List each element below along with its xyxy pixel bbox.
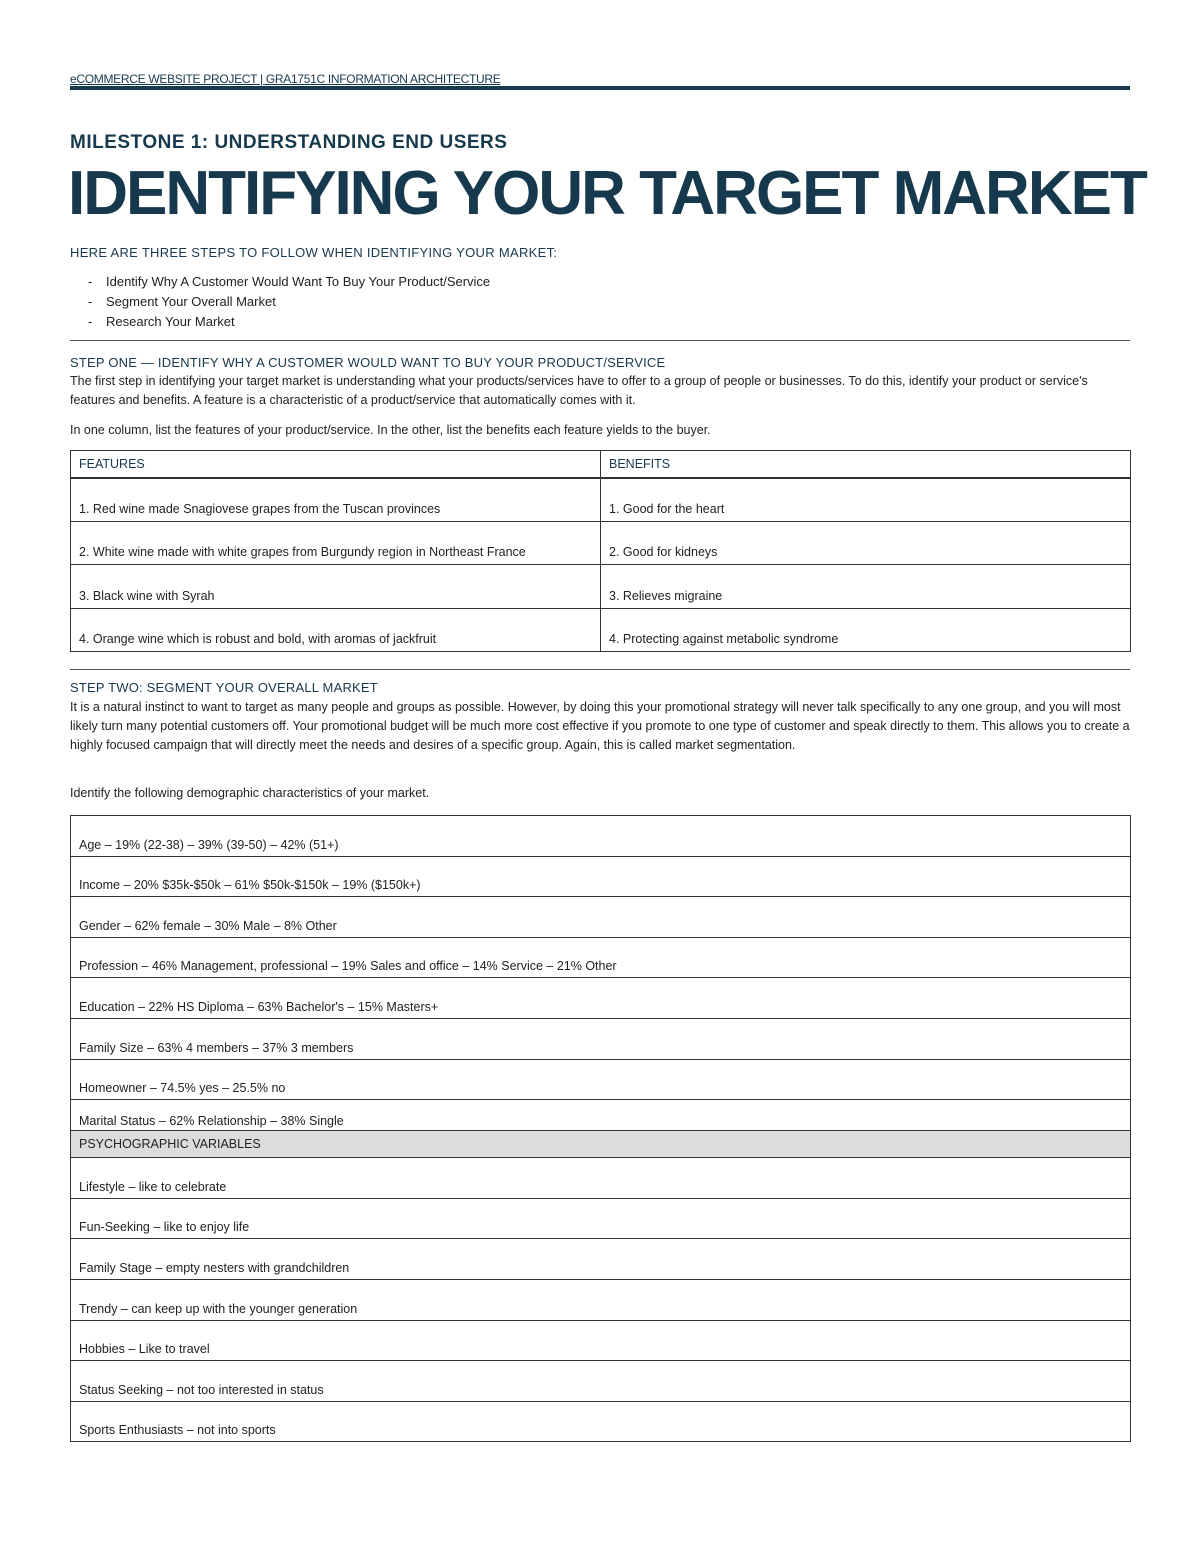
milestone-heading: MILESTONE 1: UNDERSTANDING END USERS	[70, 132, 508, 153]
demographics-table	[70, 815, 1131, 1442]
demographic-cell: Income – 20% $35k-$50k – 61% $50k-$150k – 19% ($150k+)	[71, 856, 1131, 897]
benefit-cell: 1. Good for the heart	[601, 478, 1131, 522]
feature-cell: 2. White wine made with white grapes from Burgundy region in Northeast France	[71, 521, 601, 565]
step-two-paragraph: It is a natural instinct to want to target as many people and groups as possible. However, by doing this your promotional strategy will never talk specifically to any one group, and you will most likely turn many potential customers off. Your promotional budget will be much more cost effective if you promote to one type of customer and speak directly to them. This allows you to create a highly focused campaign that will directly meet the needs and desires of a specific group. Again, this is called market segmentation.	[70, 700, 1130, 752]
table-row	[71, 897, 1131, 938]
steps-list	[88, 272, 490, 332]
benefit-cell: 4. Protecting against metabolic syndrome	[601, 608, 1131, 652]
demographic-cell: Education – 22% HS Diploma – 63% Bachelor's – 15% Masters+	[71, 978, 1131, 1019]
benefit-cell: 2. Good for kidneys	[601, 521, 1131, 565]
table-row	[71, 1198, 1131, 1239]
psychographic-cell: Status Seeking – not too interested in status	[71, 1361, 1131, 1402]
demographic-cell: Age – 19% (22-38) – 39% (39-50) – 42% (51+)	[71, 816, 1131, 857]
step-one-paragraph: The first step in identifying your target market is understanding what your products/services have to offer to a group of people or businesses. To do this, identify your product or service's features and benefits. A feature is a characteristic of a product/service that automatically comes with it.	[70, 374, 1088, 407]
table-row	[71, 1320, 1131, 1361]
table-row	[71, 937, 1131, 978]
table-row	[71, 856, 1131, 897]
table-row	[71, 1239, 1131, 1280]
table-header-row	[71, 451, 1131, 478]
feature-cell: 1. Red wine made Snagiovese grapes from the Tuscan provinces	[71, 478, 601, 522]
step-one-heading: STEP ONE — IDENTIFY WHY A CUSTOMER WOULD WANT TO BUY YOUR PRODUCT/SERVICE	[70, 355, 666, 370]
step-two-instruction: Identify the following demographic characteristics of your market.	[70, 786, 430, 800]
page-title: IDENTIFYING YOUR TARGET MARKET	[68, 159, 1146, 228]
table-row	[71, 978, 1131, 1019]
demographic-cell: Gender – 62% female – 30% Male – 8% Other	[71, 897, 1131, 938]
psychographic-cell: Hobbies – Like to travel	[71, 1320, 1131, 1361]
demographic-cell: Marital Status – 62% Relationship – 38% Single	[71, 1100, 1131, 1131]
table-row	[71, 816, 1131, 857]
table-row	[71, 565, 1131, 609]
psychographic-cell: Lifestyle – like to celebrate	[71, 1158, 1131, 1199]
psychographic-cell: Sports Enthusiasts – not into sports	[71, 1401, 1131, 1442]
table-row	[71, 1158, 1131, 1199]
demographic-cell: Homeowner – 74.5% yes – 25.5% no	[71, 1059, 1131, 1100]
feature-cell: 3. Black wine with Syrah	[71, 565, 601, 609]
table-row	[71, 478, 1131, 522]
table-row	[71, 521, 1131, 565]
document-header	[70, 72, 1130, 90]
features-header: FEATURES	[71, 451, 601, 478]
psychographic-cell: Family Stage – empty nesters with grandchildren	[71, 1239, 1131, 1280]
list-item: - Identify Why A Customer Would Want To Buy Your Product/Service	[88, 274, 491, 289]
table-row	[71, 1361, 1131, 1402]
step-two-heading: STEP TWO: SEGMENT YOUR OVERALL MARKET	[70, 680, 378, 695]
benefit-cell: 3. Relieves migraine	[601, 565, 1131, 609]
benefits-header: BENEFITS	[601, 451, 1131, 478]
table-row	[71, 1059, 1131, 1100]
feature-cell: 4. Orange wine which is robust and bold, with aromas of jackfruit	[71, 608, 601, 652]
divider	[70, 340, 1130, 341]
psychographic-cell: Trendy – can keep up with the younger generation	[71, 1279, 1131, 1320]
step-one-instruction: In one column, list the features of your product/service. In the other, list the benefits each feature yields to the buyer.	[70, 423, 711, 437]
psychographic-header: PSYCHOGRAPHIC VARIABLES	[71, 1131, 1131, 1158]
features-benefits-table	[70, 450, 1131, 652]
table-row	[71, 1100, 1131, 1131]
list-item: - Segment Your Overall Market	[88, 294, 276, 309]
demographic-cell: Profession – 46% Management, professional – 19% Sales and office – 14% Service – 21% Other	[71, 937, 1131, 978]
list-item: - Research Your Market	[88, 314, 235, 329]
intro-heading: HERE ARE THREE STEPS TO FOLLOW WHEN IDENTIFYING YOUR MARKET:	[70, 245, 558, 260]
psychographic-header-row	[71, 1131, 1131, 1158]
demographic-cell: Family Size – 63% 4 members – 37% 3 members	[71, 1018, 1131, 1059]
course-title: eCOMMERCE WEBSITE PROJECT | GRA1751C INFORMATION ARCHITECTURE	[70, 72, 501, 86]
table-row	[71, 1401, 1131, 1442]
table-row	[71, 1018, 1131, 1059]
table-row	[71, 1279, 1131, 1320]
divider	[70, 669, 1130, 670]
table-row	[71, 608, 1131, 652]
psychographic-cell: Fun-Seeking – like to enjoy life	[71, 1198, 1131, 1239]
